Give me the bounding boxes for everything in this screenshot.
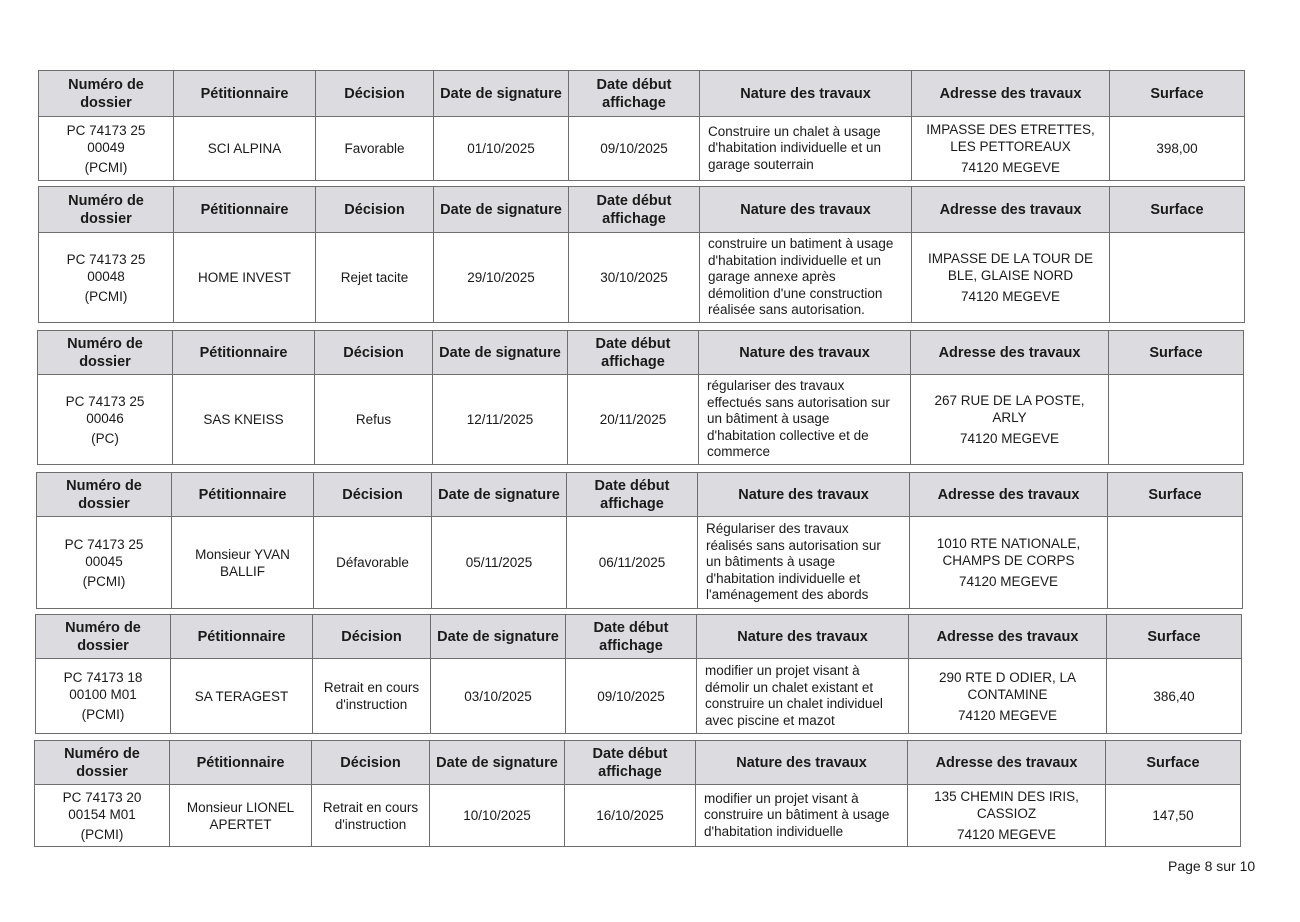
adresse-line: BLE, GLAISE NORD [947, 268, 1074, 283]
header-adresse: Adresse des travaux [912, 187, 1110, 233]
surface-cell [1108, 517, 1243, 609]
header-date-affichage: Date début affichage [565, 741, 696, 785]
petitionnaire-cell [174, 233, 316, 323]
nature-line: modifier un projet visant à [704, 790, 859, 806]
date-signature-cell: 12/11/2025 [433, 375, 568, 465]
dossier-number-line: PC 74173 25 [66, 251, 146, 267]
header-date-signature: Date de signature [434, 71, 569, 117]
header-decision: Décision [315, 331, 433, 375]
header-adresse: Adresse des travaux [912, 71, 1110, 117]
dossier-type: (PC) [91, 430, 119, 446]
nature-line: Régulariser des travaux [706, 521, 849, 537]
dossier-type: (PCMI) [82, 573, 126, 589]
petitionnaire-cell [170, 785, 312, 847]
adresse-cell [911, 375, 1109, 465]
header-date-affichage: Date début affichage [568, 331, 699, 375]
petitionnaire-line: SA TERAGEST [194, 688, 289, 704]
header-adresse: Adresse des travaux [911, 331, 1109, 375]
nature-line: effectués sans autorisation sur [707, 394, 890, 410]
date-signature-cell: 10/10/2025 [430, 785, 565, 847]
dossier-number-cell [35, 785, 170, 847]
nature-line: Construire un chalet à usage [708, 123, 881, 139]
nature-line: construire un chalet individuel [705, 696, 883, 711]
header-date-affichage: Date début affichage [567, 473, 698, 517]
decision-line: d'instruction [335, 697, 408, 712]
date-affichage-cell: 20/11/2025 [568, 375, 699, 465]
adresse-line: LES PETTOREAUX [950, 139, 1071, 154]
nature-line: l'aménagement des abords [706, 587, 869, 603]
header-date-affichage: Date début affichage [569, 187, 700, 233]
dossier-number-line: 00046 [86, 410, 124, 426]
adresse-cell [912, 117, 1110, 181]
header-date-affichage: Date début affichage [569, 71, 700, 117]
adresse-line: 267 RUE DE LA POSTE, [934, 393, 1085, 408]
surface-cell: 147,50 [1106, 785, 1241, 847]
header-decision: Décision [316, 71, 434, 117]
permit-record-table [37, 330, 1244, 465]
page-number: Page 8 sur 10 [1168, 858, 1256, 874]
decision-line: Rejet tacite [340, 270, 409, 285]
header-nature: Nature des travaux [700, 71, 912, 117]
header-numero: Numéro de dossier [38, 331, 173, 375]
adresse-line: IMPASSE DES ETRETTES, [926, 122, 1095, 137]
header-row [37, 473, 1243, 517]
dossier-number-line: PC 74173 25 [65, 393, 145, 409]
nature-line: d'habitation individuelle et [706, 570, 861, 586]
dossier-number-cell [36, 659, 171, 734]
adresse-cell [909, 659, 1107, 734]
header-row [38, 331, 1244, 375]
header-nature: Nature des travaux [700, 187, 912, 233]
data-row [35, 785, 1241, 847]
header-date-signature: Date de signature [432, 473, 567, 517]
adresse-city: 74120 MEGEVE [960, 289, 1061, 304]
dossier-number-cell [39, 233, 174, 323]
adresse-line: CONTAMINE [967, 686, 1048, 702]
adresse-line: 135 CHEMIN DES IRIS, [934, 789, 1079, 804]
nature-cell [696, 785, 908, 847]
nature-line: démolir un chalet existant et [705, 679, 874, 695]
adresse-line: CASSIOZ [976, 806, 1037, 821]
dossier-number-cell [38, 375, 173, 465]
petitionnaire-line: Monsieur LIONEL [186, 799, 295, 815]
adresse-city: 74120 MEGEVE [960, 160, 1061, 175]
date-affichage-cell: 06/11/2025 [567, 517, 698, 609]
surface-cell: 398,00 [1110, 117, 1245, 181]
nature-line: construire un batiment à usage [708, 236, 894, 252]
petitionnaire-line: BALLIF [219, 563, 266, 579]
dossier-type: (PCMI) [80, 826, 124, 842]
header-decision: Décision [312, 741, 430, 785]
petitionnaire-cell [173, 375, 315, 465]
header-numero: Numéro de dossier [39, 71, 174, 117]
header-surface: Surface [1106, 741, 1241, 785]
header-decision: Décision [313, 615, 431, 659]
header-petitionnaire: Pétitionnaire [174, 187, 316, 233]
header-numero: Numéro de dossier [36, 615, 171, 659]
decision-cell [313, 659, 431, 734]
adresse-line: 290 RTE D ODIER, LA [938, 669, 1077, 685]
header-row [39, 71, 1245, 117]
nature-line: commerce [707, 444, 771, 460]
date-signature-cell: 01/10/2025 [434, 117, 569, 181]
data-row [37, 517, 1243, 609]
header-surface: Surface [1110, 187, 1245, 233]
header-adresse: Adresse des travaux [908, 741, 1106, 785]
permit-record-table [38, 186, 1245, 323]
data-row [39, 233, 1245, 323]
date-signature-cell: 05/11/2025 [432, 517, 567, 609]
adresse-city: 74120 MEGEVE [958, 574, 1059, 589]
header-decision: Décision [314, 473, 432, 517]
decision-cell [316, 117, 434, 181]
adresse-city: 74120 MEGEVE [956, 827, 1057, 842]
nature-line: garage souterrain [708, 156, 814, 172]
decision-cell [314, 517, 432, 609]
header-petitionnaire: Pétitionnaire [173, 331, 315, 375]
header-row [39, 187, 1245, 233]
header-date-affichage: Date début affichage [566, 615, 697, 659]
decision-cell [315, 375, 433, 465]
nature-line: réalisée sans autorisation. [708, 302, 865, 318]
decision-line: Retrait en cours [323, 680, 420, 695]
petitionnaire-cell [171, 659, 313, 734]
permit-record-table [38, 70, 1245, 181]
header-numero: Numéro de dossier [35, 741, 170, 785]
nature-line: d'habitation collective et de [707, 427, 869, 443]
data-row [36, 659, 1242, 734]
dossier-number-line: PC 74173 25 [64, 536, 144, 552]
decision-line: Défavorable [336, 555, 409, 570]
nature-line: d'habitation individuelle [704, 823, 844, 839]
nature-cell [700, 233, 912, 323]
adresse-line: IMPASSE DE LA TOUR DE [927, 251, 1094, 266]
nature-cell [697, 659, 909, 734]
header-row [35, 741, 1241, 785]
header-petitionnaire: Pétitionnaire [174, 71, 316, 117]
adresse-cell [908, 785, 1106, 847]
adresse-cell [912, 233, 1110, 323]
adresse-city: 74120 MEGEVE [957, 707, 1058, 723]
decision-line: Refus [355, 412, 392, 427]
nature-line: démolition d'une construction [708, 285, 883, 301]
header-numero: Numéro de dossier [37, 473, 172, 517]
decision-cell [312, 785, 430, 847]
petitionnaire-cell [174, 117, 316, 181]
header-numero: Numéro de dossier [39, 187, 174, 233]
date-affichage-cell: 09/10/2025 [569, 117, 700, 181]
date-signature-cell: 29/10/2025 [434, 233, 569, 323]
dossier-type: (PCMI) [81, 707, 125, 722]
header-decision: Décision [316, 187, 434, 233]
petitionnaire-line: SAS KNEISS [203, 412, 284, 427]
petitionnaire-line: Monsieur YVAN [195, 546, 290, 562]
nature-line: d'habitation individuelle et un [708, 140, 881, 156]
nature-line: d'habitation individuelle et un [708, 252, 881, 268]
header-nature: Nature des travaux [697, 615, 909, 659]
dossier-number-line: PC 74173 25 [66, 122, 146, 138]
decision-line: d'instruction [334, 816, 407, 832]
nature-line: un bâtiments à usage [706, 554, 836, 570]
nature-cell [698, 517, 910, 609]
adresse-line: 1010 RTE NATIONALE, [936, 536, 1081, 551]
header-surface: Surface [1107, 615, 1242, 659]
header-date-signature: Date de signature [430, 741, 565, 785]
header-surface: Surface [1110, 71, 1245, 117]
header-date-signature: Date de signature [433, 331, 568, 375]
data-row [38, 375, 1244, 465]
header-nature: Nature des travaux [699, 331, 911, 375]
decision-line: Retrait en cours [322, 799, 419, 815]
permit-record-table [36, 472, 1243, 609]
dossier-number-line: 00049 [87, 139, 125, 155]
date-affichage-cell: 30/10/2025 [569, 233, 700, 323]
adresse-city: 74120 MEGEVE [959, 431, 1060, 446]
header-surface: Surface [1108, 473, 1243, 517]
nature-cell [699, 375, 911, 465]
dossier-number-line: 00048 [87, 268, 125, 284]
dossier-number-line: 00045 [85, 553, 123, 569]
nature-line: un bâtiment à usage [707, 411, 830, 427]
header-adresse: Adresse des travaux [910, 473, 1108, 517]
nature-line: construire un bâtiment à usage [704, 807, 890, 823]
petitionnaire-cell [172, 517, 314, 609]
dossier-number-line: 00154 M01 [68, 806, 136, 822]
adresse-line: CHAMPS DE CORPS [942, 553, 1075, 568]
date-signature-cell: 03/10/2025 [431, 659, 566, 734]
nature-line: modifier un projet visant à [705, 663, 860, 678]
header-petitionnaire: Pétitionnaire [171, 615, 313, 659]
date-affichage-cell: 09/10/2025 [566, 659, 697, 734]
dossier-type: (PCMI) [84, 288, 128, 304]
petitionnaire-line: APERTET [209, 816, 272, 832]
nature-line: réalisés sans autorisation sur [706, 537, 881, 553]
header-date-signature: Date de signature [434, 187, 569, 233]
dossier-type: (PCMI) [84, 159, 128, 175]
dossier-number-line: 00100 M01 [69, 687, 137, 702]
decision-cell [316, 233, 434, 323]
surface-cell: 386,40 [1107, 659, 1242, 734]
nature-line: régulariser des travaux [707, 378, 845, 394]
header-petitionnaire: Pétitionnaire [172, 473, 314, 517]
header-adresse: Adresse des travaux [909, 615, 1107, 659]
header-surface: Surface [1109, 331, 1244, 375]
permit-record-table [35, 614, 1242, 734]
nature-line: avec piscine et mazot [705, 712, 835, 728]
adresse-cell [910, 517, 1108, 609]
data-row [39, 117, 1245, 181]
petitionnaire-line: SCI ALPINA [207, 141, 282, 156]
nature-line: garage annexe après [708, 269, 836, 285]
dossier-number-cell [39, 117, 174, 181]
dossier-number-cell [37, 517, 172, 609]
header-nature: Nature des travaux [696, 741, 908, 785]
permit-record-table [34, 740, 1241, 847]
header-date-signature: Date de signature [431, 615, 566, 659]
dossier-number-line: PC 74173 20 [62, 789, 142, 805]
header-row [36, 615, 1242, 659]
header-nature: Nature des travaux [698, 473, 910, 517]
header-petitionnaire: Pétitionnaire [170, 741, 312, 785]
nature-cell [700, 117, 912, 181]
decision-line: Favorable [344, 141, 405, 156]
date-affichage-cell: 16/10/2025 [565, 785, 696, 847]
adresse-line: ARLY [992, 410, 1027, 425]
dossier-number-line: PC 74173 18 [63, 670, 143, 685]
surface-cell [1109, 375, 1244, 465]
petitionnaire-line: HOME INVEST [197, 270, 291, 285]
surface-cell [1110, 233, 1245, 323]
